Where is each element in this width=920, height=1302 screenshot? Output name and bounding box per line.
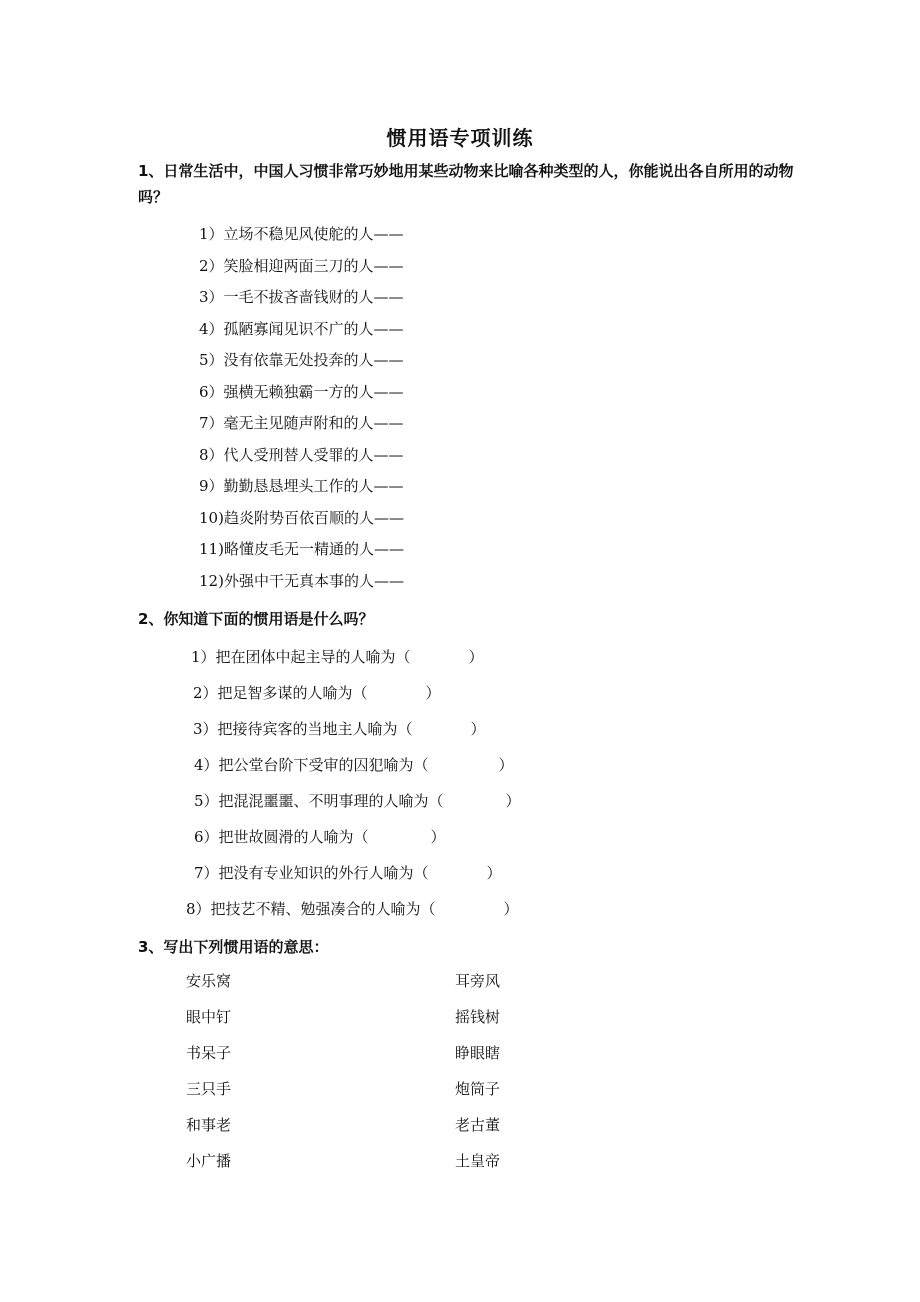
question-1-item: 5）没有依靠无处投奔的人—— bbox=[199, 351, 404, 369]
closing-paren: ） bbox=[505, 792, 521, 810]
question-1-item: 12)外强中干无真本事的人—— bbox=[199, 571, 404, 590]
question-3-heading: 3、写出下列惯用语的意思： bbox=[138, 938, 329, 956]
idiom-term: 摇钱树 bbox=[455, 1008, 501, 1026]
question-2-item bbox=[190, 680, 521, 716]
idiom-row bbox=[186, 1004, 586, 1040]
idiom-term: 安乐窝 bbox=[186, 972, 232, 990]
question-1-item: 7）毫无主见随声附和的人—— bbox=[199, 414, 404, 432]
question-1-item: 6）强横无赖独霸一方的人—— bbox=[199, 382, 404, 401]
idiom-row bbox=[186, 968, 586, 1004]
question-1-item: 11)略懂皮毛无一精通的人—— bbox=[199, 540, 404, 558]
question-1-item: 8）代人受刑替人受罪的人—— bbox=[199, 445, 404, 464]
idiom-term: 和事老 bbox=[186, 1116, 232, 1134]
idiom-row bbox=[186, 1076, 586, 1112]
question-2-list bbox=[186, 644, 521, 932]
question-2-item bbox=[190, 716, 521, 752]
question-1-item: 3）一毛不拔吝啬钱财的人—— bbox=[199, 288, 404, 306]
closing-paren: ） bbox=[468, 648, 484, 666]
question-2-item bbox=[190, 644, 521, 680]
page-title: 惯用语专项训练 bbox=[386, 126, 534, 150]
question-2-item-text: 6）把世故圆滑的人喻为（ bbox=[194, 828, 369, 846]
closing-paren: ） bbox=[470, 720, 486, 738]
idiom-term: 书呆子 bbox=[186, 1044, 232, 1062]
question-2-item bbox=[190, 752, 521, 788]
idiom-term: 土皇帝 bbox=[455, 1152, 501, 1170]
idiom-term: 眼中钉 bbox=[186, 1008, 232, 1026]
closing-paren: ） bbox=[503, 900, 519, 918]
question-2-item-text: 5）把混混噩噩、不明事理的人喻为（ bbox=[194, 792, 444, 810]
closing-paren: ） bbox=[425, 684, 441, 702]
question-2-item-text: 4）把公堂台阶下受审的囚犯喻为（ bbox=[194, 756, 429, 774]
question-1-item: 9）勤勤恳恳埋头工作的人—— bbox=[199, 477, 404, 495]
question-1-list bbox=[199, 221, 404, 599]
idiom-term: 睁眼瞎 bbox=[455, 1044, 501, 1062]
question-1-item: 1）立场不稳见风使舵的人—— bbox=[199, 225, 404, 243]
question-1-heading: 1、日常生活中，中国人习惯非常巧妙地用某些动物来比喻各种类型的人，你能说出各自所用的动物吗？ bbox=[138, 162, 794, 206]
idiom-grid bbox=[186, 968, 586, 1184]
question-2-item-text: 8）把技艺不精、勉强凑合的人喻为（ bbox=[186, 900, 436, 918]
idiom-term: 耳旁风 bbox=[455, 972, 501, 990]
idiom-term: 炮筒子 bbox=[455, 1080, 501, 1098]
question-2-item bbox=[190, 824, 521, 860]
question-1-item: 10)趋炎附势百依百顺的人—— bbox=[199, 508, 404, 527]
question-2-item bbox=[190, 788, 521, 824]
idiom-term: 三只手 bbox=[186, 1080, 232, 1098]
question-2-item-text: 7）把没有专业知识的外行人喻为（ bbox=[194, 864, 429, 882]
idiom-term: 老古董 bbox=[455, 1116, 501, 1134]
question-2-item bbox=[186, 896, 521, 932]
closing-paren: ） bbox=[498, 756, 514, 774]
idiom-term: 小广播 bbox=[186, 1152, 232, 1170]
question-1-item: 2）笑脸相迎两面三刀的人—— bbox=[199, 256, 404, 275]
question-1-item: 4）孤陋寡闻见识不广的人—— bbox=[199, 319, 404, 338]
idiom-row bbox=[186, 1040, 586, 1076]
closing-paren: ） bbox=[430, 828, 446, 846]
idiom-row bbox=[186, 1112, 586, 1148]
question-2-item-text: 1）把在团体中起主导的人喻为（ bbox=[191, 648, 411, 666]
question-2-item-text: 3）把接待宾客的当地主人喻为（ bbox=[193, 720, 413, 738]
question-2-heading: 2、你知道下面的惯用语是什么吗？ bbox=[138, 610, 374, 628]
question-2-item-text: 2）把足智多谋的人喻为（ bbox=[193, 684, 368, 702]
closing-paren: ） bbox=[486, 864, 502, 882]
question-2-item bbox=[190, 860, 521, 896]
idiom-row bbox=[186, 1148, 586, 1184]
